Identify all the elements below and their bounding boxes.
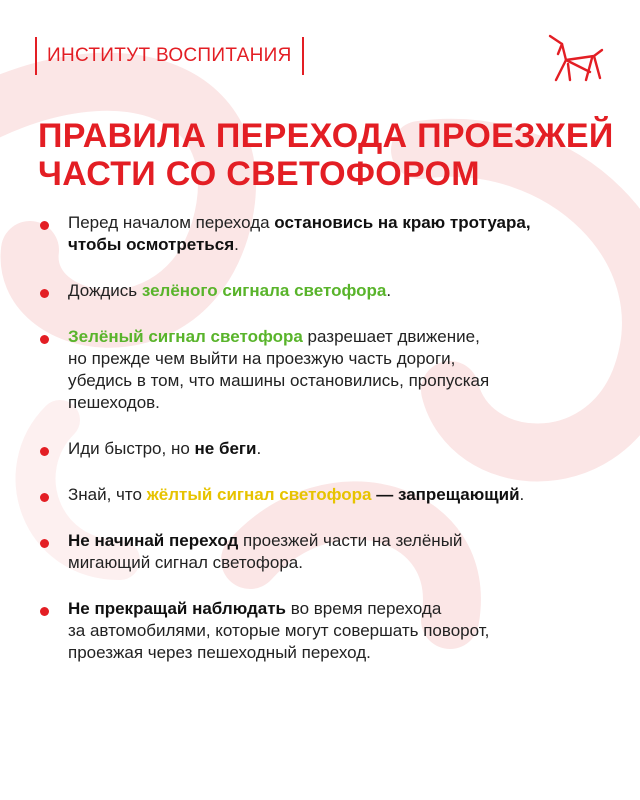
bullet-dot — [40, 447, 49, 456]
rule-item-6: Не начинай переход проезжей части на зелёный мигающий сигнал светофора. — [38, 530, 608, 574]
rule-item-4: Иди быстро, но не беги. — [38, 438, 608, 460]
title-line-1: ПРАВИЛА ПЕРЕХОДА ПРОЕЗЖЕЙ — [38, 117, 614, 155]
bullet-dot — [40, 289, 49, 298]
horse-logo-icon — [546, 32, 604, 84]
rule-item-1: Перед началом перехода остановись на краю тротуара, чтобы осмотреться. — [38, 212, 608, 256]
organization-name: ИНСТИТУТ ВОСПИТАНИЯ — [47, 45, 292, 66]
bullet-dot — [40, 493, 49, 502]
rule-item-5: Знай, что жёлтый сигнал светофора — запрещающий. — [38, 484, 608, 506]
bullet-dot — [40, 539, 49, 548]
rule-item-7: Не прекращай наблюдать во время перехода за автомобилями, которые могут совершать поворот, проезжая через пешеходный переход. — [38, 598, 608, 664]
header-right-bar — [302, 37, 304, 75]
title-line-2: ЧАСТИ СО СВЕТОФОРОМ — [38, 155, 480, 193]
rule-item-3: Зелёный сигнал светофора разрешает движение, но прежде чем выйти на проезжую часть дороги, убедись в том, что машины остановились, пропуская пешеходов. — [38, 326, 608, 414]
rules-list — [38, 212, 608, 664]
rule-item-2: Дождись зелёного сигнала светофора. — [38, 280, 608, 302]
bullet-dot — [40, 607, 49, 616]
page-title — [38, 117, 618, 193]
header-organization-box — [35, 36, 304, 76]
bullet-dot — [40, 335, 49, 344]
bullet-dot — [40, 221, 49, 230]
